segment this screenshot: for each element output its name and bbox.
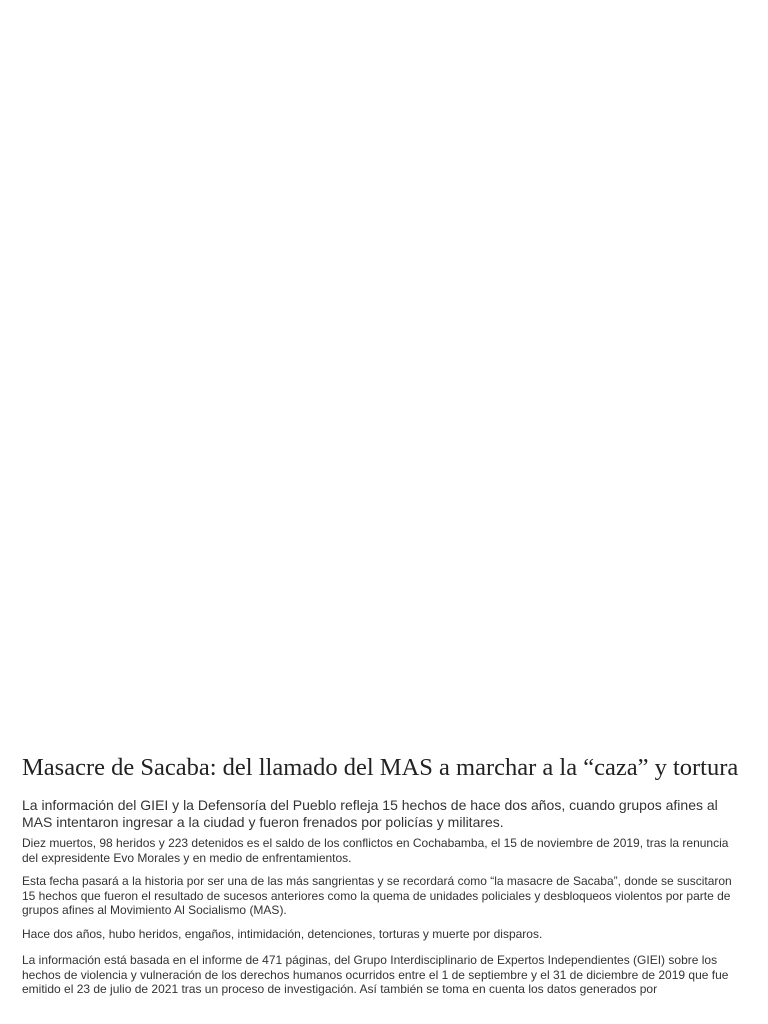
article-paragraph-2: Esta fecha pasará a la historia por ser una de las más sangrientas y se recordará como “la masacre de Sacaba”, donde se suscitaron 15 hechos que fueron el resultado de sucesos anteriores como la quema de unidades policiales y desbloqueos violentos por parte de grupos afines al Movimiento Al Socialismo (MAS). <box>22 874 732 917</box>
article-headline: Masacre de Sacaba: del llamado del MAS a marchar a la “caza” y tortura <box>22 754 739 781</box>
article-paragraph-4: La información está basada en el informe de 471 páginas, del Grupo Interdisciplinario de Expertos Independientes (GIEI) sobre los hechos de violencia y vulneración de los derechos humanos ocurridos entre el 1 de septiembre y el 31 de diciembre de 2019 que fue emitido el 23 de julio de 2021 tras un proceso de investigación. Así también se toma en cuenta los datos generados por <box>22 953 729 996</box>
article-paragraph-3: Hace dos años, hubo heridos, engaños, intimidación, detenciones, torturas y muerte por disparos. <box>22 926 543 941</box>
article <box>22 752 746 1006</box>
article-lead: La información del GIEI y la Defensoría del Pueblo refleja 15 hechos de hace dos años, cuando grupos afines al MAS intentaron ingresar a la ciudad y fueron frenados por policías y militares. <box>22 797 718 830</box>
article-paragraph-1: Diez muertos, 98 heridos y 223 detenidos es el saldo de los conflictos en Cochabamba, el 15 de noviembre de 2019, tras la renuncia del expresidente Evo Morales y en medio de enfrentamientos. <box>22 836 729 865</box>
